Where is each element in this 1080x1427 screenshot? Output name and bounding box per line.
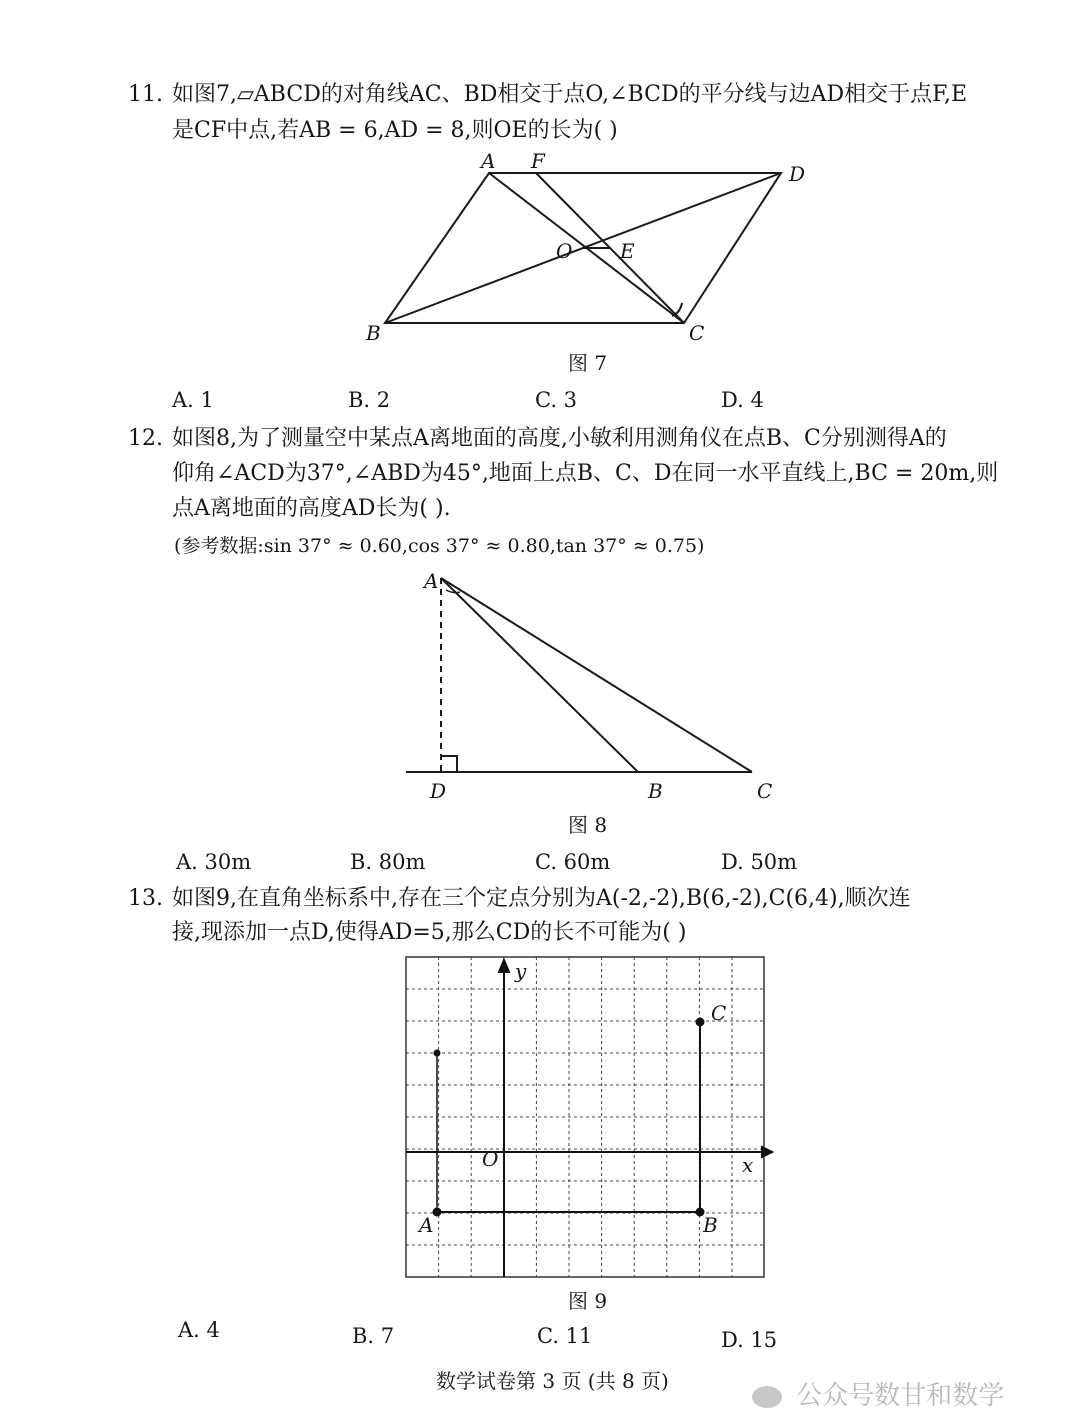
q13-option-a[interactable]: A. 4 [178, 1318, 220, 1342]
label-c: C [711, 1001, 727, 1025]
q12-text-line3: 点A离地面的高度AD长为( ). [172, 496, 451, 521]
label-d: D [430, 779, 447, 803]
x-axis-arrow [762, 1147, 772, 1157]
label-a: A [419, 1213, 434, 1237]
label-b: B [648, 779, 663, 803]
watermark [752, 1380, 1004, 1412]
q11-text-line1: 如图7,▱ABCD的对角线AC、BD相交于点O,∠BCD的平分线与边AD相交于点F,E [172, 82, 968, 107]
q12-reference-data: (参考数据:sin 37° ≈ 0.60,cos 37° ≈ 0.80,tan 37° ≈ 0.75) [174, 535, 705, 557]
q12-text-line2: 仰角∠ACD为37°,∠ABD为45°,地面上点B、C、D在同一水平直线上,BC = 20m,则 [172, 461, 999, 486]
label-a: A [424, 569, 439, 593]
q11-option-b[interactable]: B. 2 [348, 388, 391, 412]
q12-option-c[interactable]: C. 60m [535, 850, 611, 874]
q13-text-line2: 接,现添加一点D,使得AD=5,那么CD的长不可能为( ) [172, 920, 687, 945]
figure-8-caption: 图 8 [568, 813, 608, 837]
page-footer: 数学试卷第 3 页 (共 8 页) [436, 1369, 669, 1393]
q12-text-line1: 如图8,为了测量空中某点A离地面的高度,小敏利用测角仪在点B、C分别测得A的 [172, 426, 947, 451]
wechat-icon [752, 1386, 782, 1408]
label-b: B [366, 321, 381, 345]
label-d: D [789, 162, 806, 186]
label-a: A [481, 149, 496, 173]
point-pencil-mark [434, 1050, 441, 1057]
y-axis-label: y [515, 959, 527, 983]
label-b: B [703, 1213, 718, 1237]
q13-number: 13. [128, 886, 163, 911]
q13-option-c[interactable]: C. 11 [537, 1324, 593, 1348]
point-c [696, 1018, 705, 1027]
label-o: O [556, 239, 573, 263]
figure-9-caption: 图 9 [568, 1289, 608, 1313]
q13-text-line1: 如图9,在直角坐标系中,存在三个定点分别为A(-2,-2),B(6,-2),C(6,4),顺次连 [172, 886, 911, 911]
q13-option-d[interactable]: D. 15 [721, 1328, 778, 1352]
q13-option-b[interactable]: B. 7 [352, 1324, 395, 1348]
label-c: C [689, 321, 705, 345]
q11-text-line2: 是CF中点,若AB = 6,AD = 8,则OE的长为( ) [172, 118, 618, 143]
origin-label: O [482, 1147, 499, 1171]
q11-option-c[interactable]: C. 3 [535, 388, 578, 412]
label-c: C [757, 779, 773, 803]
label-f: F [531, 149, 545, 173]
q12-option-b[interactable]: B. 80m [350, 850, 426, 874]
q11-number: 11. [128, 82, 163, 107]
figure-7-caption: 图 7 [568, 351, 608, 375]
point-a [433, 1208, 442, 1217]
x-axis-label: x [742, 1153, 754, 1177]
q12-number: 12. [128, 426, 163, 451]
q12-option-d[interactable]: D. 50m [721, 850, 798, 874]
label-e: E [620, 239, 635, 263]
watermark-text: 公众号数甘和数学 [796, 1381, 1005, 1411]
q11-option-d[interactable]: D. 4 [721, 388, 764, 412]
y-axis-arrow [499, 960, 509, 972]
q12-option-a[interactable]: A. 30m [176, 850, 252, 874]
q11-option-a[interactable]: A. 1 [172, 388, 214, 412]
